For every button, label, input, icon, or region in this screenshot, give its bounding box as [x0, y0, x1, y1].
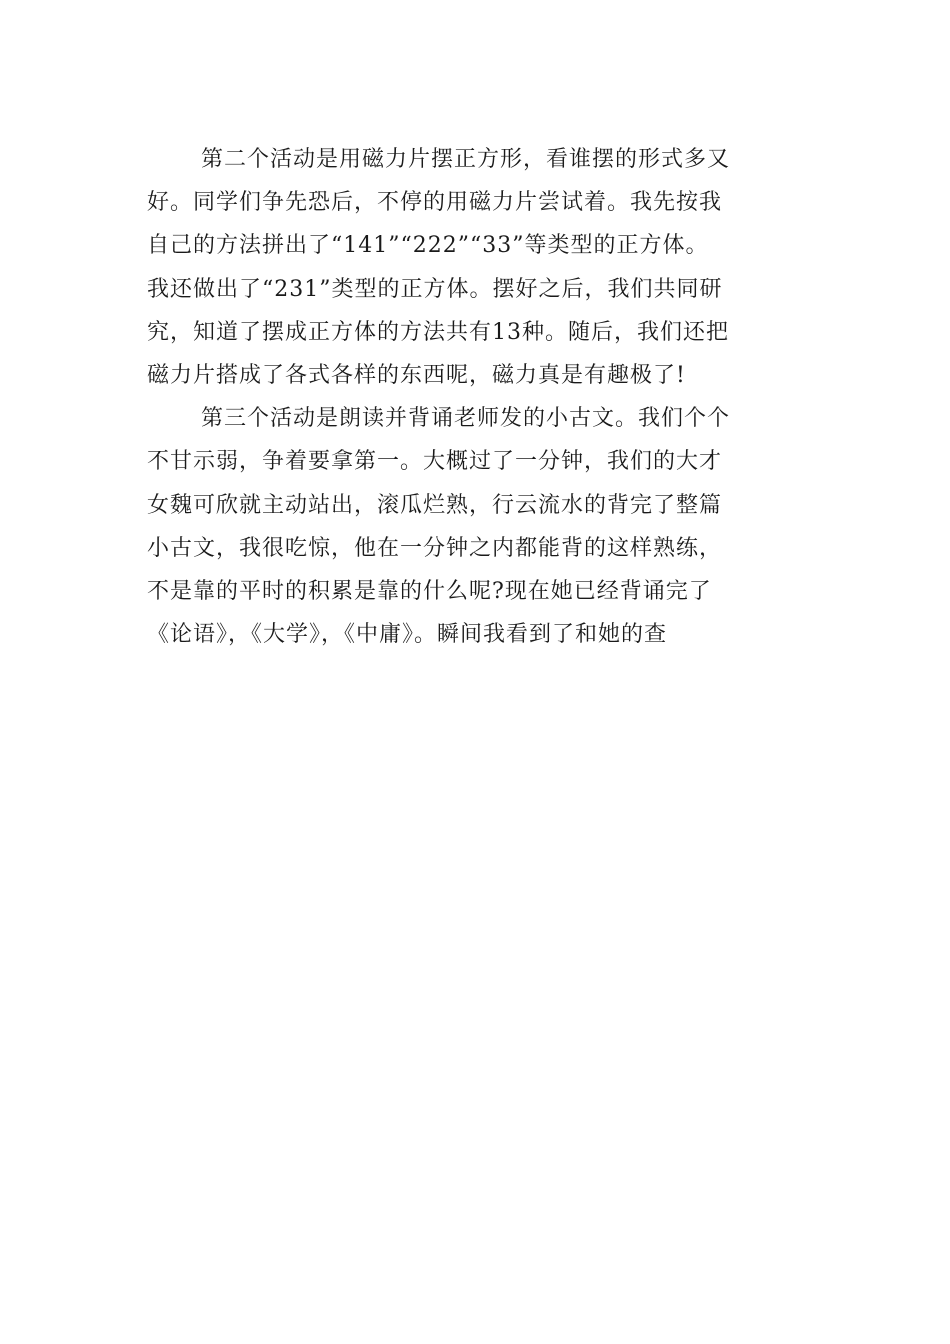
paragraph-line: 好。同学们争先恐后，不停的用磁力片尝试着。我先按我 [147, 190, 723, 216]
paragraph-line: 自己的方法拼出了“141”“222”“33”等类型的正方体。 [147, 233, 709, 259]
paragraph-line: 第三个活动是朗读并背诵老师发的小古文。我们个个 [201, 406, 731, 432]
paragraph-line: 不是靠的平时的积累是靠的什么呢?现在她已经背诵完了 [147, 578, 712, 604]
paragraph-line: 女魏可欣就主动站出，滚瓜烂熟，行云流水的背完了整篇 [147, 492, 723, 518]
paragraph-line: 《论语》，《大学》，《中庸》。瞬间我看到了和她的查 [147, 622, 668, 648]
paragraph-recitation-activity [147, 397, 827, 656]
paragraph-magnet-activity [147, 138, 827, 397]
paragraph-line: 磁力片搭成了各式各样的东西呢，磁力真是有趣极了! [147, 362, 686, 388]
paragraph-line: 第二个活动是用磁力片摆正方形，看谁摆的形式多又 [201, 147, 731, 172]
document-body [147, 138, 827, 656]
paragraph-line: 不甘示弱，争着要拿第一。大概过了一分钟，我们的大才 [147, 449, 723, 475]
paragraph-line: 究，知道了摆成正方体的方法共有13种。随后，我们还把 [147, 319, 729, 345]
paragraph-line: 小古文，我很吃惊，他在一分钟之内都能背的这样熟练， [147, 535, 723, 561]
paragraph-line: 我还做出了“231”类型的正方体。摆好之后，我们共同研 [147, 276, 723, 302]
